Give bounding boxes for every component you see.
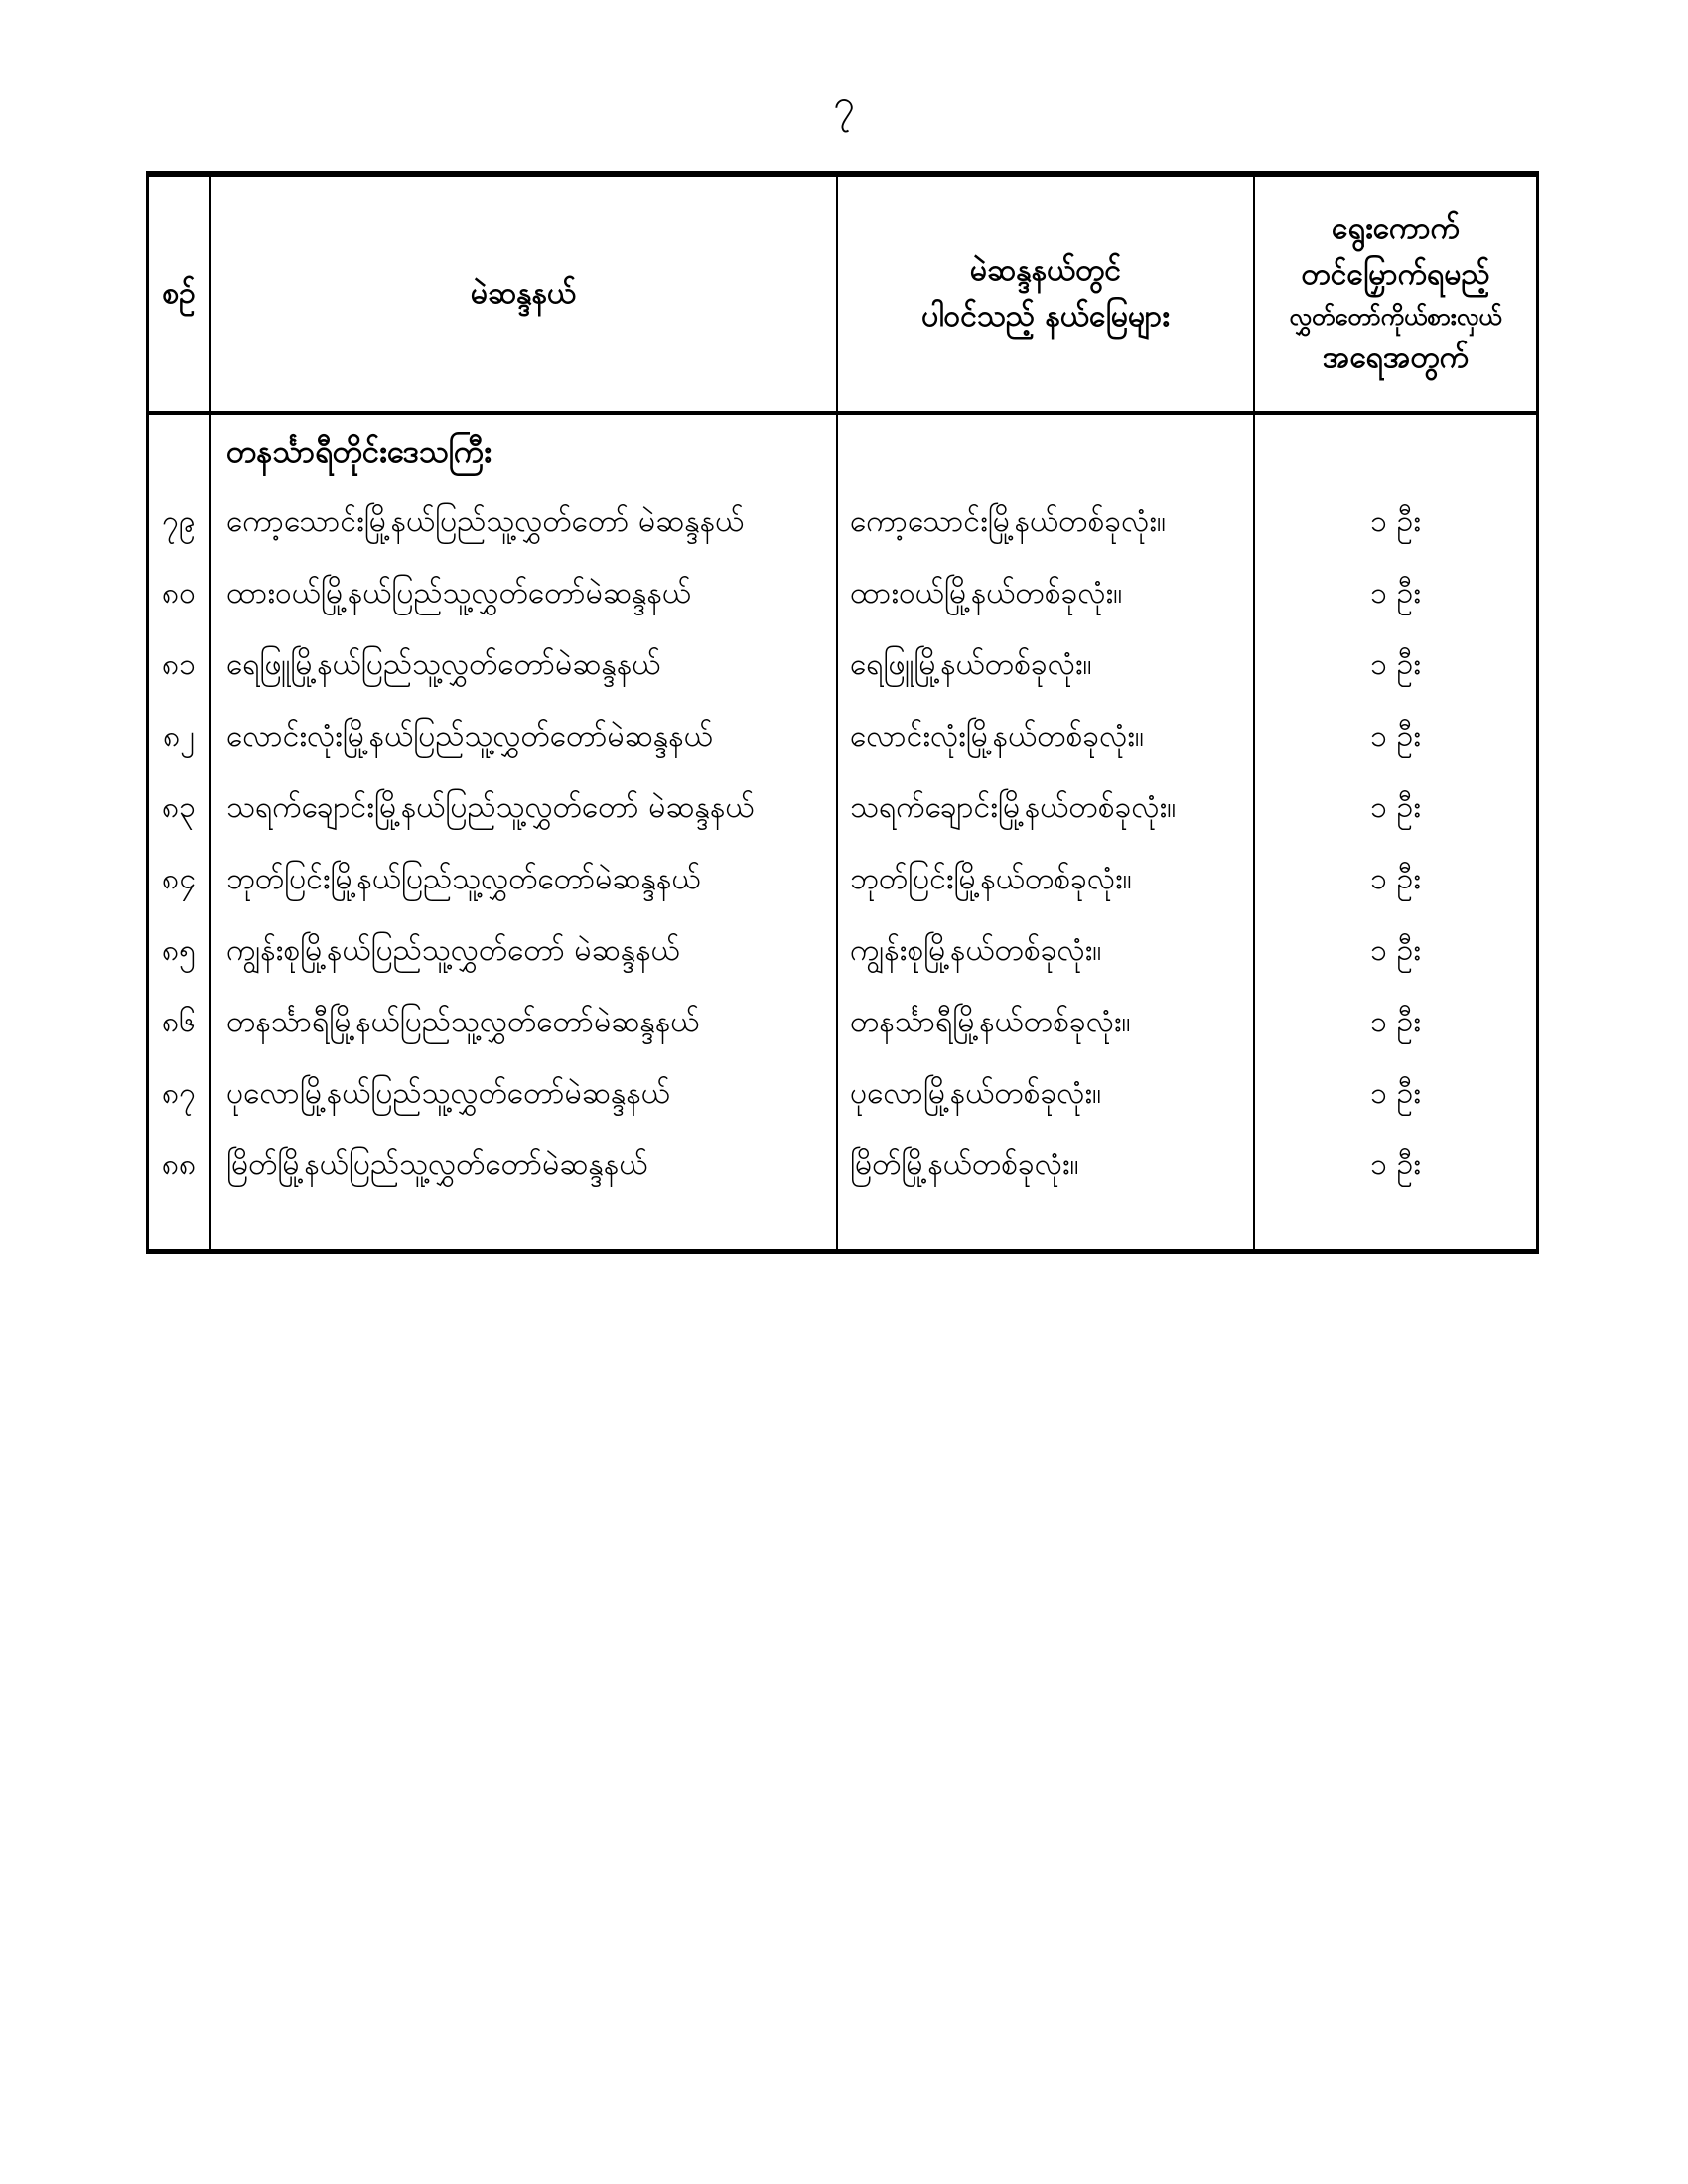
included-areas: ကော့သောင်းမြို့နယ်တစ်ခုလုံး။ bbox=[838, 477, 1255, 548]
header-representatives bbox=[1255, 177, 1536, 415]
representative-count: ၁ ဦး bbox=[1370, 1005, 1421, 1039]
representative-count: ၁ ဦး bbox=[1370, 719, 1421, 753]
constituency-name: ဘုတ်ပြင်းမြို့နယ်ပြည်သူ့လွှတ်တော်မဲဆန္ဒနယ် bbox=[211, 834, 838, 905]
row-number: ၈၄ bbox=[149, 834, 211, 905]
included-areas: တနင်္သာရီမြို့နယ်တစ်ခုလုံး။ bbox=[838, 977, 1255, 1048]
row-number: ၈၅ bbox=[149, 905, 211, 977]
representative-count: ၁ ဦး bbox=[1370, 933, 1421, 968]
constituency-name: ထားဝယ်မြို့နယ်ပြည်သူ့လွှတ်တော်မဲဆန္ဒနယ် bbox=[211, 548, 838, 619]
included-areas: ဘုတ်ပြင်းမြို့နယ်တစ်ခုလုံး။ bbox=[838, 834, 1255, 905]
constituency-table bbox=[146, 171, 1539, 1254]
row-number: ၇၉ bbox=[149, 477, 211, 548]
row-number: ၈၇ bbox=[149, 1048, 211, 1120]
included-areas: သရက်ချောင်းမြို့နယ်တစ်ခုလုံး။ bbox=[838, 762, 1255, 834]
included-areas: ရေဖြူမြို့နယ်တစ်ခုလုံး။ bbox=[838, 619, 1255, 691]
representative-count: ၁ ဦး bbox=[1370, 790, 1421, 825]
header-reps-line1: ရွေးကောက် bbox=[1331, 211, 1461, 246]
header-reps-line2: တင်မြှောက်ရမည့် bbox=[1301, 257, 1490, 292]
header-no-label: စဉ် bbox=[162, 276, 196, 311]
constituency-name: ရေဖြူမြို့နယ်ပြည်သူ့လွှတ်တော်မဲဆန္ဒနယ် bbox=[211, 619, 838, 691]
row-number: ၈၁ bbox=[149, 619, 211, 691]
page-number: ၇ bbox=[833, 81, 855, 125]
section-row-number-cell bbox=[149, 415, 211, 477]
row-number: ၈၂ bbox=[149, 691, 211, 762]
representative-count: ၁ ဦး bbox=[1370, 1148, 1421, 1182]
section-row-reps-cell bbox=[1255, 415, 1536, 477]
constituency-name: တနင်္သာရီမြို့နယ်ပြည်သူ့လွှတ်တော်မဲဆန္ဒနယ် bbox=[211, 977, 838, 1048]
included-areas: လောင်းလုံးမြို့နယ်တစ်ခုလုံး။ bbox=[838, 691, 1255, 762]
row-number: ၈၆ bbox=[149, 977, 211, 1048]
row-number: ၈၀ bbox=[149, 548, 211, 619]
representative-count: ၁ ဦး bbox=[1370, 862, 1421, 896]
constituency-name: ကျွန်းစုမြို့နယ်ပြည်သူ့လွှတ်တော် မဲဆန္ဒနယ် bbox=[211, 905, 838, 977]
constituency-name: ပုလောမြို့နယ်ပြည်သူ့လွှတ်တော်မဲဆန္ဒနယ် bbox=[211, 1048, 838, 1120]
representative-count: ၁ ဦး bbox=[1370, 576, 1421, 611]
region-section-title: တနင်္သာရီတိုင်းဒေသကြီး bbox=[211, 415, 838, 477]
header-reps-line3: လွှတ်တော်ကိုယ်စားလှယ် bbox=[1289, 303, 1502, 331]
row-number: ၈၈ bbox=[149, 1120, 211, 1249]
header-no bbox=[149, 177, 211, 415]
header-areas-line2: ပါဝင်သည့် နယ်မြေများ bbox=[921, 299, 1170, 334]
header-areas-line1: မဲဆန္ဒနယ်တွင် bbox=[969, 253, 1122, 288]
header-constituency bbox=[211, 177, 838, 415]
header-constituency-label: မဲဆန္ဒနယ် bbox=[470, 276, 577, 311]
constituency-name: သရက်ချောင်းမြို့နယ်ပြည်သူ့လွှတ်တော် မဲဆန္ဒနယ် bbox=[211, 762, 838, 834]
constituency-name: လောင်းလုံးမြို့နယ်ပြည်သူ့လွှတ်တော်မဲဆန္ဒနယ် bbox=[211, 691, 838, 762]
representative-count: ၁ ဦး bbox=[1370, 1076, 1421, 1111]
header-reps-line4: အရေအတွက် bbox=[1322, 341, 1470, 375]
included-areas: ကျွန်းစုမြို့နယ်တစ်ခုလုံး။ bbox=[838, 905, 1255, 977]
representative-count: ၁ ဦး bbox=[1370, 504, 1421, 539]
included-areas: ပုလောမြို့နယ်တစ်ခုလုံး။ bbox=[838, 1048, 1255, 1120]
included-areas: ထားဝယ်မြို့နယ်တစ်ခုလုံး။ bbox=[838, 548, 1255, 619]
constituency-name: မြိတ်မြို့နယ်ပြည်သူ့လွှတ်တော်မဲဆန္ဒနယ် bbox=[211, 1120, 838, 1249]
representative-count: ၁ ဦး bbox=[1370, 647, 1421, 682]
section-row-areas-cell bbox=[838, 415, 1255, 477]
row-number: ၈၃ bbox=[149, 762, 211, 834]
header-included-areas bbox=[838, 177, 1255, 415]
included-areas: မြိတ်မြို့နယ်တစ်ခုလုံး။ bbox=[838, 1120, 1255, 1249]
constituency-name: ကော့သောင်းမြို့နယ်ပြည်သူ့လွှတ်တော် မဲဆန္ဒနယ် bbox=[211, 477, 838, 548]
